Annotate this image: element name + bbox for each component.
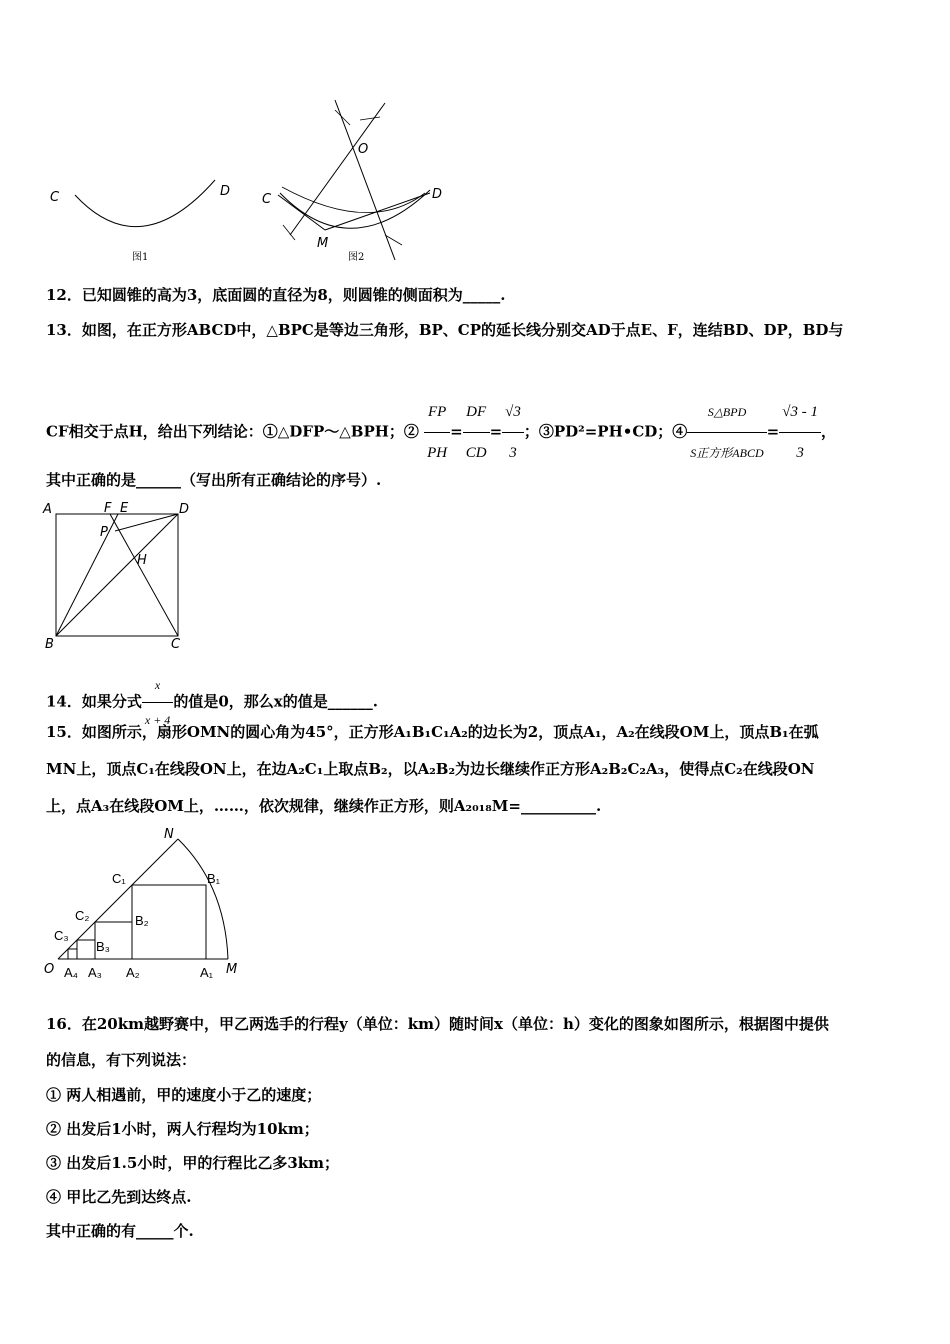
frac4-num: S△BPD <box>687 392 766 433</box>
label-a4: A₄ <box>64 965 78 980</box>
square-3 <box>77 940 95 959</box>
sector-figure <box>40 825 250 985</box>
line-bd <box>56 514 178 636</box>
question-13-line3: 其中正确的是______（写出所有正确结论的序号）. <box>46 471 382 489</box>
question-15-line1: 15．如图所示，扇形OMN的圆心角为45°，正方形A₁B₁C₁A₂的边长为2，顶点A₁，A₂在线段OM上，顶点B₁在弧 <box>46 723 819 741</box>
q13-end: ， <box>820 422 836 441</box>
fig2-label-o: O <box>358 142 369 157</box>
line-dp <box>115 514 178 531</box>
question-15-line2: MN上，顶点C₁在线段ON上，在边A₂C₁上取点B₂，以A₂B₂为边长继续作正方形A₂B₂C₂A₃，使得点C₂在线段ON <box>46 760 815 778</box>
frac5-num: √3 - 1 <box>779 392 821 433</box>
label-d: D <box>179 502 190 517</box>
line-be <box>56 514 118 636</box>
label-o: O <box>44 962 55 977</box>
label-b1: B₁ <box>207 871 221 886</box>
fig1-label-d: D <box>220 184 231 199</box>
label-c3: C₃ <box>54 928 69 943</box>
frac-sqrt3-minus1 <box>779 392 821 473</box>
frac1-den: PH <box>427 445 448 461</box>
label-a2: A₂ <box>126 965 140 980</box>
question-16-item1: ① 两人相遇前，甲的速度小于乙的速度； <box>46 1086 322 1104</box>
frac-fp-ph <box>424 392 450 473</box>
fig2-caption: 图2 <box>348 252 365 263</box>
label-a: A <box>43 502 52 517</box>
label-c: C <box>171 637 181 650</box>
frac2-num: DF <box>463 392 490 433</box>
label-a1: A₁ <box>200 965 214 980</box>
q14-den: x + 4 <box>144 713 171 727</box>
question-16-item3: ③ 出发后1.5小时，甲的行程比乙多3km； <box>46 1154 340 1172</box>
line-on <box>58 839 178 959</box>
label-n: N <box>164 827 174 842</box>
frac3-num: √3 <box>502 392 524 433</box>
fig2-arc-upper <box>282 187 425 213</box>
frac-sqrt3-3 <box>502 392 524 473</box>
square-4 <box>68 949 77 959</box>
fig1-arc <box>75 180 215 227</box>
fig1-caption: 图1 <box>132 252 149 263</box>
label-c2: C₂ <box>75 908 90 923</box>
label-a3: A₃ <box>88 965 102 980</box>
frac5-den: 3 <box>796 445 804 461</box>
label-f: F <box>104 501 112 516</box>
fig1-label-c: C <box>50 190 60 205</box>
frac-area-ratio <box>687 392 766 473</box>
question-13-line2: CF相交于点H，给出下列结论：①△DFP～△BPH；② $\frac{FP}{PH}$ = $\frac{DF}{CD}$ = $\frac{√3}{3}$ ；③PD²=PH•CD；④ $\frac{\text{S△BPD}}{\text{S正方形ABCD}}$ = $\frac{√3 - 1}{3}$ ， <box>46 392 836 473</box>
frac3-den: 3 <box>509 445 517 461</box>
label-m: M <box>226 962 238 977</box>
question-12: 12．已知圆锥的高为3，底面圆的直径为8，则圆锥的侧面积为_____. <box>46 286 506 304</box>
label-p: P <box>100 525 108 540</box>
question-16-line2: 的信息，有下列说法： <box>46 1051 197 1069</box>
label-b3: B₃ <box>96 939 110 954</box>
fig2-label-m: M <box>317 236 329 251</box>
frac2-den: CD <box>465 445 487 461</box>
question-16-item2: ② 出发后1小时，两人行程均为10km； <box>46 1120 319 1138</box>
frac4-den: S正方形ABCD <box>690 446 764 460</box>
frac1-num: FP <box>424 392 450 433</box>
label-e: E <box>120 501 129 516</box>
question-15-line3: 上，点A₃在线段OM上，……，依次规律，继续作正方形，则A₂₀₁₈M=__________. <box>46 797 602 815</box>
question-16-item4: ④ 甲比乙先到达终点. <box>46 1188 192 1206</box>
fig2-label-d: D <box>432 187 443 202</box>
q14-suffix: 的值是0，那么x的值是______. <box>173 692 378 711</box>
label-h: H <box>137 553 147 568</box>
fig2-segment-md <box>325 193 430 230</box>
q13-prefix: CF相交于点H，给出下列结论：①△DFP～△BPH；② <box>46 422 419 441</box>
fig2-label-c: C <box>262 192 272 207</box>
question-16-line1: 16．在20km越野赛中，甲乙两选手的行程y（单位：km）随时间x（单位：h）变化的图象如图所示，根据图中提供 <box>46 1015 829 1033</box>
question-13-line1: 13．如图，在正方形ABCD中，△BPC是等边三角形，BP、CP的延长线分别交AD于点E、F，连结BD、DP，BD与 <box>46 321 844 339</box>
arc-mn <box>178 839 228 959</box>
label-c1: C₁ <box>112 871 126 886</box>
line-cf <box>110 514 178 636</box>
q14-prefix: 14．如果分式 <box>46 692 142 711</box>
fig2-arc <box>280 190 430 228</box>
label-b: B <box>45 637 54 650</box>
fig2-bisector-2 <box>290 103 385 235</box>
q13-mid: ；③PD²=PH•CD；④ <box>523 422 688 441</box>
construction-figures <box>40 95 470 270</box>
frac-df-cd <box>463 392 490 473</box>
label-b2: B₂ <box>135 913 149 928</box>
square-figure <box>40 498 200 650</box>
q14-num: x <box>142 668 173 703</box>
question-16-last: 其中正确的有_____个. <box>46 1222 194 1240</box>
fig2-segment-cm <box>278 195 325 230</box>
